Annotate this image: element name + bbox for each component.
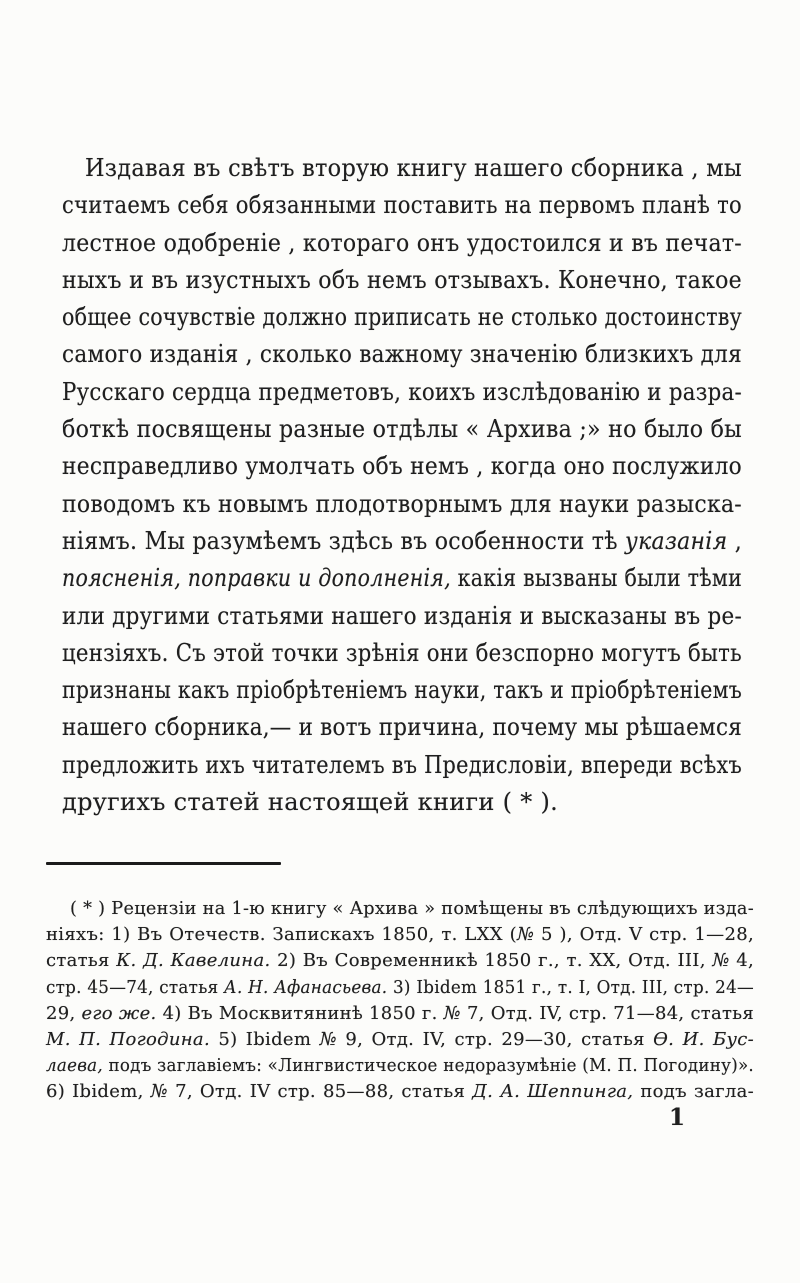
text-line-content: Русскаго сердца предметовъ, коихъ изслѣдованію и разра- (62, 377, 742, 406)
text-line (46, 1079, 754, 1105)
footnote (46, 896, 754, 1106)
text-line-content: несправедливо умолчать объ немъ , когда оно послужило (62, 452, 742, 481)
text-line (62, 486, 742, 523)
text-line-content: ніяхъ: 1) Въ Отечеств. Запискахъ 1850, т. LXX (№ 5 ), Отд. V стр. 1—28, (46, 924, 755, 946)
text-line-content: ныхъ и въ изустныхъ объ немъ отзывахъ. Конечно, такое (62, 265, 742, 294)
text-line (62, 187, 742, 224)
text-line (46, 1001, 754, 1027)
text-line (62, 523, 742, 560)
text-line-content: ( * ) Рецензіи на 1-ю книгу « Архива » помѣщены въ слѣдующихъ изда- (70, 898, 754, 919)
text-line (62, 299, 742, 336)
text-line-content: М. П. Погодина. 5) Ibidem № 9, Отд. IV, стр. 29—30, статья Ѳ. И. Бус- (46, 1029, 754, 1051)
text-line (46, 1027, 754, 1053)
text-line-content: предложить ихъ читателемъ въ Предисловіи, впереди всѣхъ (62, 750, 742, 779)
text-line-content: 29, его же. 4) Въ Москвитянинѣ 1850 г. № 7, Отд. IV, стр. 71—84, статья (46, 1002, 754, 1024)
text-line (62, 747, 742, 784)
text-line-content: самого изданія , сколько важному значенію близкихъ для (62, 340, 742, 369)
text-line (62, 560, 742, 597)
text-line-content: стр. 45—74, статья А. Н. Афанасьева. 3) Ibidem 1851 г., т. I, Отд. III, стр. 24— (46, 976, 754, 998)
text-line-content: 6) Ibidem, № 7, Отд. IV стр. 85—88, статья Д. А. Шеппинга, подъ загла- (46, 1081, 755, 1103)
text-line-content: общее сочувствіе должно приписать не столько достоинству (62, 303, 742, 332)
text-line (62, 262, 742, 299)
text-line (62, 784, 742, 821)
text-line-content: или другими статьями нашего изданія и высказаны въ ре- (62, 601, 742, 630)
text-line (62, 225, 742, 262)
text-line (62, 672, 742, 709)
text-line (62, 635, 742, 672)
text-line (62, 598, 742, 635)
text-line-content: другихъ статей настоящей книги ( * ). (62, 788, 559, 817)
text-line-content: признаны какъ пріобрѣтеніемъ науки, такъ и пріобрѣтеніемъ (62, 676, 742, 705)
text-line (62, 448, 742, 485)
text-line-content: Издавая въ свѣтъ вторую книгу нашего сборника , мы (85, 154, 742, 182)
text-line (62, 150, 742, 187)
main-paragraph (62, 150, 742, 821)
text-line (62, 709, 742, 746)
text-line-content: цензіяхъ. Съ этой точки зрѣнія они безспорно могутъ быть (62, 638, 742, 667)
text-line-content: поясненія, поправки и дополненія, какія вызваны были тѣми (62, 564, 742, 593)
text-line-content: статья К. Д. Кавелина. 2) Въ Современникѣ 1850 г., т. XX, Отд. III, № 4, (46, 950, 755, 972)
text-line-content: поводомъ къ новымъ плодотворнымъ для науки разыска- (62, 489, 742, 518)
text-line (62, 374, 742, 411)
text-line-content: нашего сборника,— и вотъ причина, почему мы рѣшаемся (62, 713, 742, 742)
text-line (62, 336, 742, 373)
text-line-content: лестное одобреніе , котораго онъ удостоился и въ печат- (62, 228, 742, 257)
text-line-content: ніямъ. Мы разумѣемъ здѣсь въ особенности тѣ указанія , (62, 526, 742, 555)
page-number: 1 (669, 1104, 686, 1131)
text-line-content: боткѣ посвящены разные отдѣлы « Архива ;» но было бы (62, 415, 742, 444)
text-line (46, 948, 754, 974)
text-line (46, 975, 754, 1001)
text-line (46, 1053, 754, 1079)
footnote-separator (46, 862, 281, 865)
text-line (46, 896, 754, 922)
text-line (62, 411, 742, 448)
text-line-content: считаемъ себя обязанными поставить на первомъ планѣ то (62, 191, 742, 220)
text-line (46, 922, 754, 948)
text-line-content: лаева, подъ заглавіемъ: «Лингвистическое недоразумѣніе (М. П. Погодину)». (46, 1055, 755, 1077)
